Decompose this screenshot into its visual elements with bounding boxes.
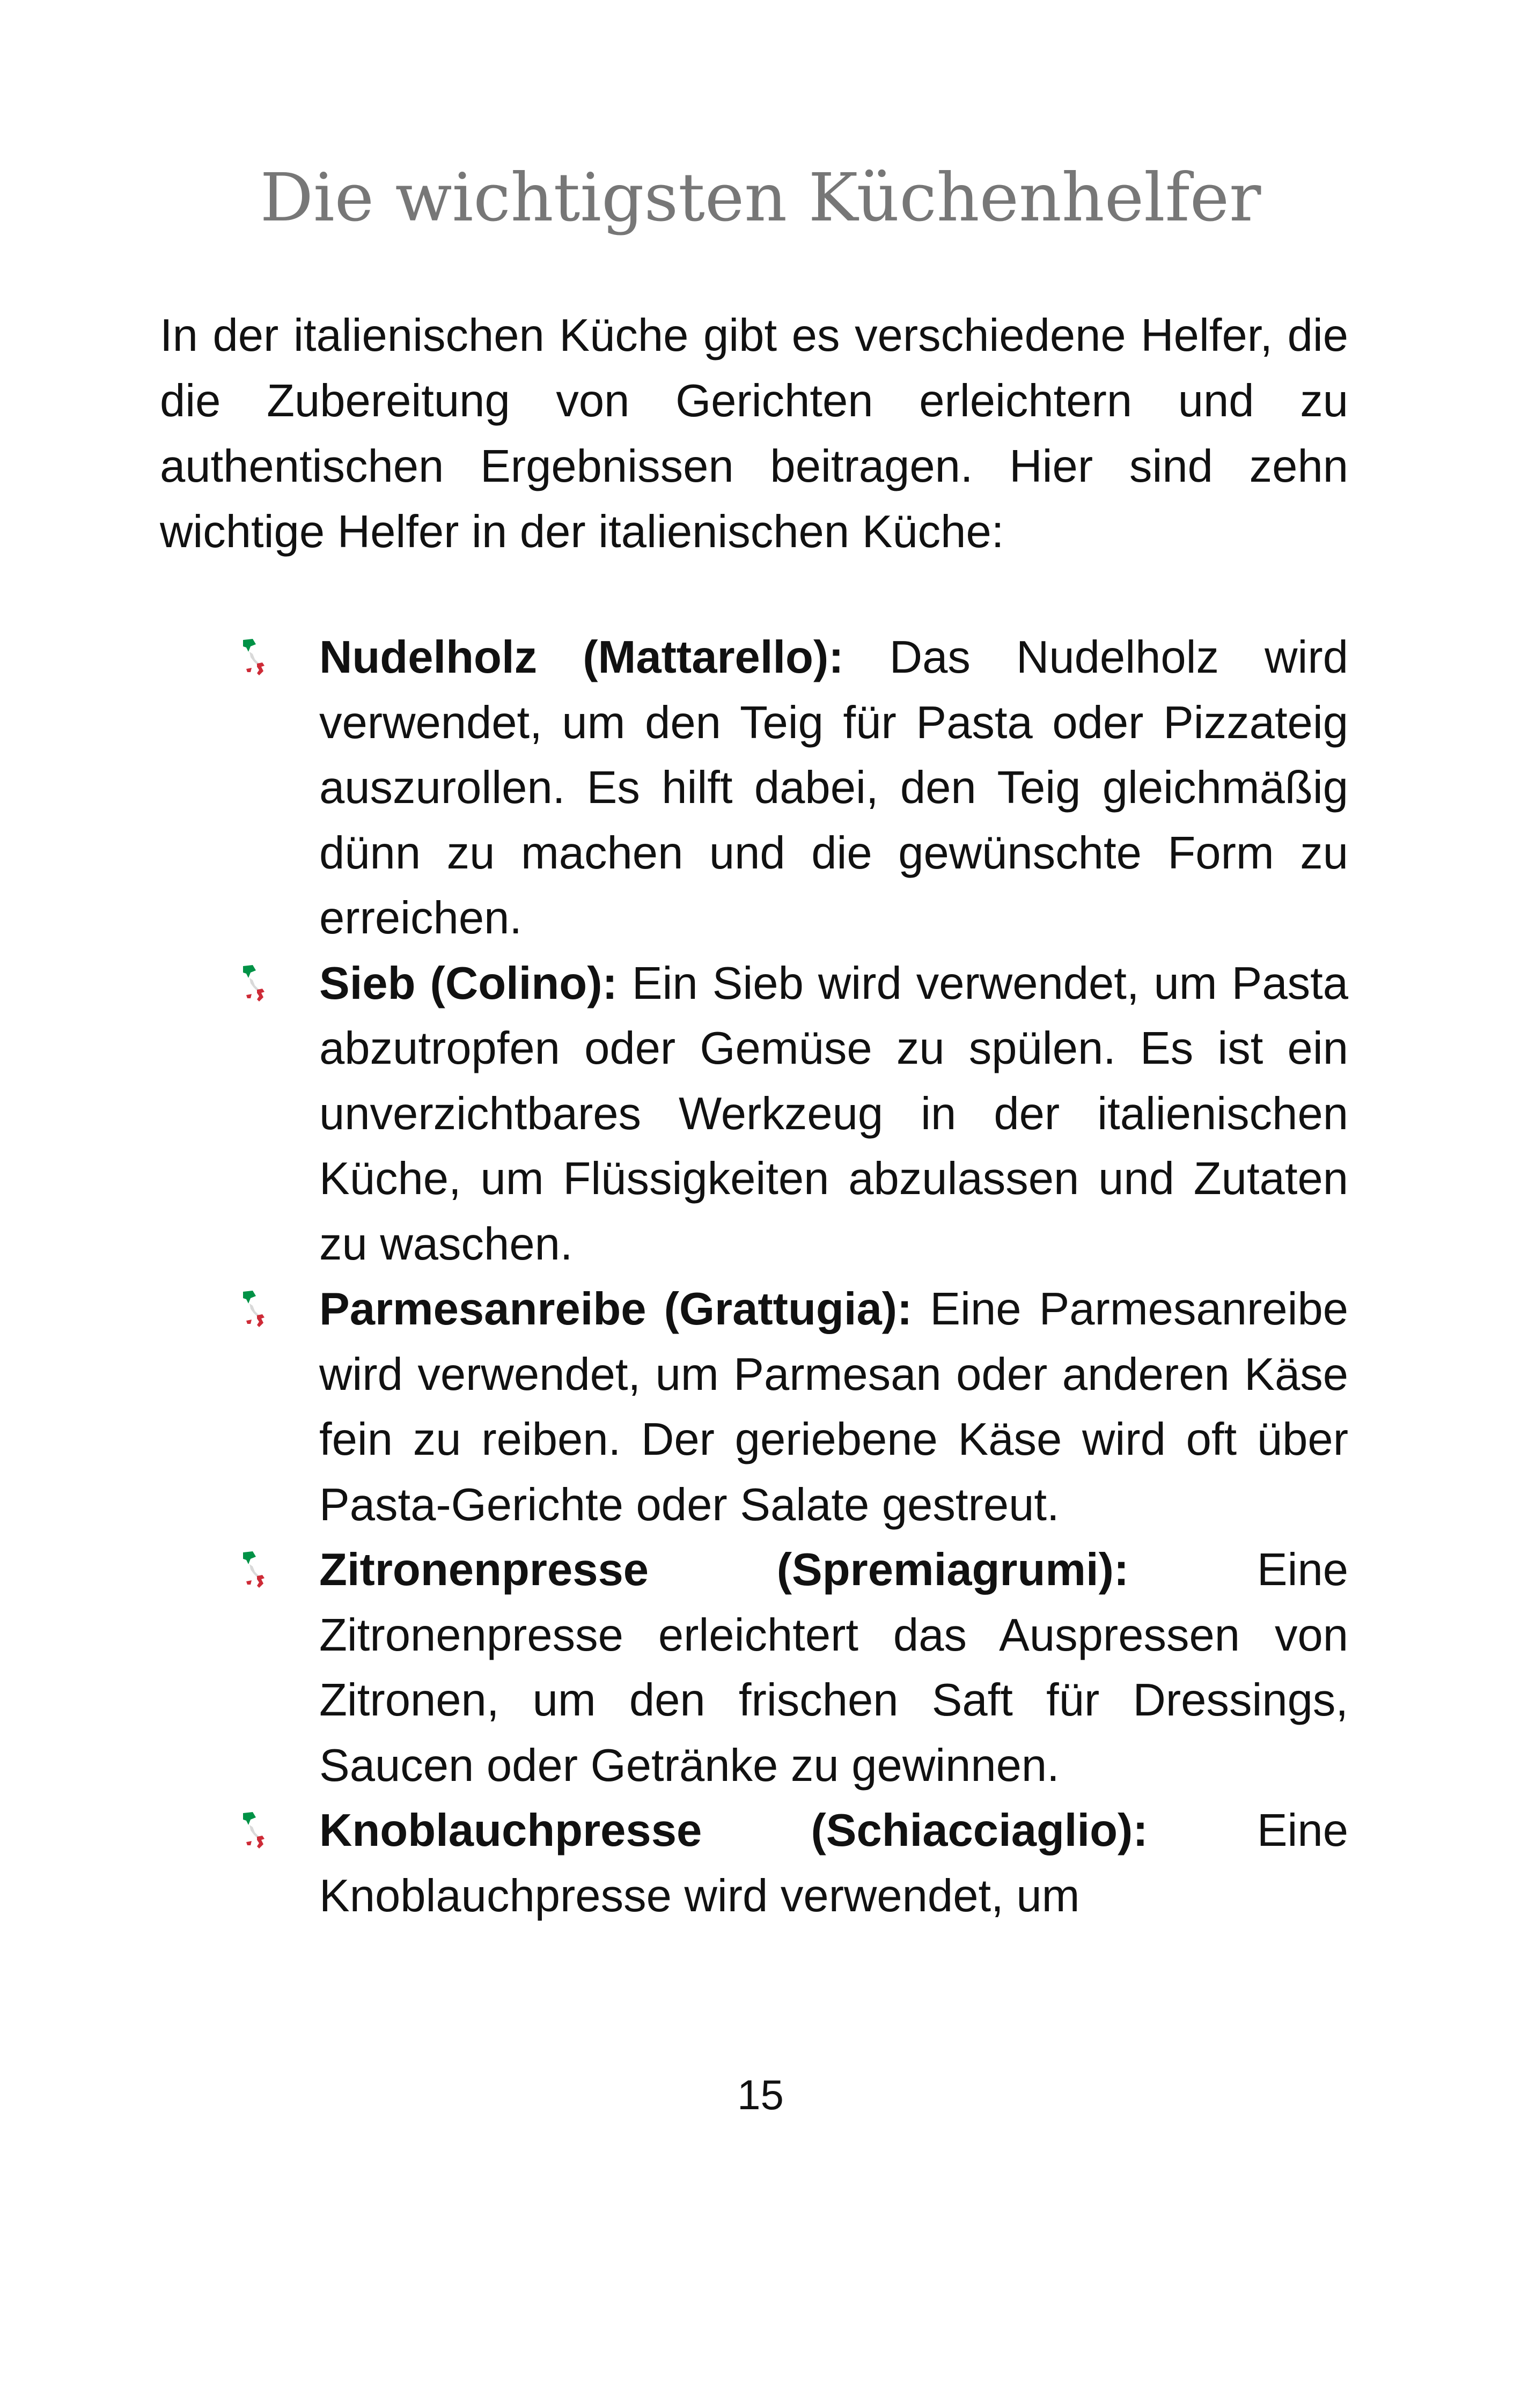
item-term: Parmesanreibe (Grattugia): bbox=[319, 1284, 913, 1335]
item-text: Ein Sieb wird verwendet, um Pasta abzutropfen oder Gemüse zu spülen. Es ist ein unverzichtbares Werkzeug in der italienischen Küche, um Flüssigkeiten abzulassen und Zutaten zu waschen. bbox=[319, 958, 1348, 1270]
italy-map-icon bbox=[239, 1288, 273, 1331]
list-item bbox=[239, 1277, 1348, 1537]
italy-map-icon bbox=[239, 1810, 273, 1853]
list-item bbox=[239, 625, 1348, 951]
item-term: Nudelholz (Mattarello): bbox=[319, 632, 844, 683]
italy-map-icon bbox=[239, 1549, 273, 1592]
item-text: Eine Parmesanreibe wird verwendet, um Parmesan oder anderen Käse fein zu reiben. Der geriebene Käse wird oft über Pasta-Gerichte oder Salate gestreut. bbox=[319, 1284, 1348, 1530]
item-text: Das Nudelholz wird verwendet, um den Teig für Pasta oder Pizzateig auszurollen. Es hilft dabei, den Teig gleichmäßig dünn zu machen und die gewünschte Form zu erreichen. bbox=[319, 632, 1348, 944]
helper-list bbox=[239, 625, 1348, 1928]
list-item bbox=[239, 951, 1348, 1277]
intro-paragraph: In der italienischen Küche gibt es verschiedene Helfer, die die Zubereitung von Gerichten erleichtern und zu authentischen Ergebnissen beitragen. Hier sind zehn wichtige Helfer in der italienischen Küche: bbox=[160, 310, 1348, 557]
item-text: Eine Zitronenpresse erleichtert das Auspressen von Zitronen, um den frischen Saft für Dressings, Saucen oder Getränke zu gewinnen. bbox=[319, 1544, 1348, 1791]
item-term: Sieb (Colino): bbox=[319, 958, 618, 1009]
list-item bbox=[239, 1537, 1348, 1798]
item-term: Knoblauchpresse (Schiacciaglio): bbox=[319, 1805, 1148, 1856]
list-item bbox=[239, 1798, 1348, 1928]
italy-map-icon bbox=[239, 637, 273, 680]
page-title: Die wichtigsten Küchenhelfer bbox=[260, 159, 1261, 237]
italy-map-icon bbox=[239, 963, 273, 1006]
item-term: Zitronenpresse (Spremiagrumi): bbox=[319, 1544, 1129, 1595]
item-text: Eine Knoblauchpresse wird verwendet, um bbox=[319, 1805, 1348, 1921]
page-number: 15 bbox=[737, 2071, 784, 2118]
